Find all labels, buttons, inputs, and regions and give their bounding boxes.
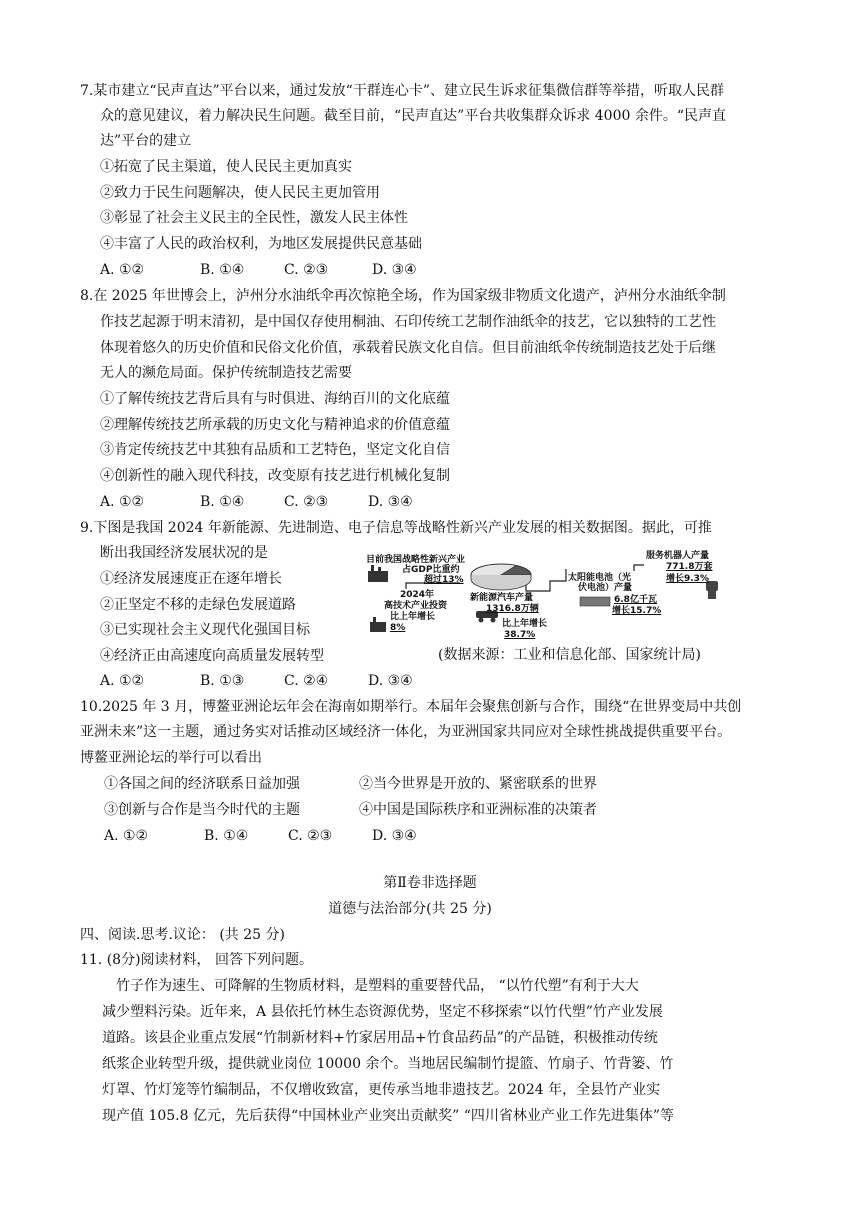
q11-material-line: 减少塑料污染。近年来，A 县依托竹林生态资源优势，坚定不移探索“以竹代塑”竹产业发展 <box>102 1004 663 1020</box>
q7-item: ②致力于民生问题解决，使人民民主更加管用 <box>100 185 380 201</box>
section-heading: 四、阅读.思考.议论： (共 25 分) <box>80 927 285 943</box>
q7-options <box>100 260 417 280</box>
option-a: A. ①② <box>100 262 145 278</box>
q11-material-line: 灯罩、竹灯笼等竹编制品，不仅增收致富，更传承当地非遗技艺。2024 年，全县竹产业实 <box>102 1082 661 1098</box>
q7-item: ③彰显了社会主义民主的全民性，激发人民主体性 <box>100 210 408 226</box>
option-c: C. ②③ <box>284 262 329 278</box>
q8-item: ②理解传统技艺所承载的历史文化与精神追求的价值意蕴 <box>100 417 450 433</box>
fig-label: 2024年 <box>400 590 435 600</box>
q10-options <box>104 826 417 846</box>
industry-data-figure <box>366 547 726 642</box>
q9-stem-line: 断出我国经济发展状况的是 <box>100 545 268 561</box>
q8-stem-line: 作技艺起源于明末清初，是中国仅存使用桐油、石印传统工艺制作油纸伞的技艺，它以独特的工艺性 <box>100 314 716 330</box>
q8-item: ①了解传统技艺背后具有与时俱进、海纳百川的文化底蕴 <box>100 391 450 407</box>
q11-material-line: 竹子作为速生、可降解的生物质材料，是塑料的重要替代品， “以竹代塑”有利于大大 <box>116 978 639 994</box>
part2-title: 第Ⅱ卷非选择题 <box>383 875 477 891</box>
fig-value: 6.8亿千瓦 <box>614 595 657 605</box>
q9-item: ②正坚定不移的走绿色发展道路 <box>100 597 296 613</box>
fig-label: 太阳能电池（光 <box>568 573 632 583</box>
fig-label: 高技术产业投资 <box>384 601 448 611</box>
q10-item: ③创新与合作是当今时代的主题 <box>104 802 300 818</box>
fig-value: 1316.8万辆 <box>486 604 539 614</box>
fig-label: 比上年增长 <box>390 612 436 622</box>
fig-label: 目前我国战略性新兴产业 <box>366 555 466 565</box>
q7-item: ①拓宽了民主渠道，使人民民主更加真实 <box>100 159 352 175</box>
q7-item: ④丰富了人民的政治权利，为地区发展提供民意基础 <box>100 236 422 252</box>
fig-value: 38.7% <box>504 630 536 640</box>
option-d: D. ③④ <box>368 494 413 510</box>
fig-value: 增长15.7% <box>612 606 662 616</box>
q11-material-line: 纸浆企业转型升级，提供就业岗位 10000 余个。当地居民编制竹提篮、竹扇子、竹背篓、竹 <box>102 1056 674 1072</box>
pie-chart-icon <box>471 564 531 590</box>
q11-heading: 11. (8分)阅读材料， 回答下列问题。 <box>80 952 313 968</box>
fig-value: 增长9.3% <box>666 574 709 584</box>
q9-item: ④经济正由高速度向高质量发展转型 <box>100 648 324 664</box>
q8-item: ④创新性的融入现代科技，改变原有技艺进行机械化复制 <box>100 468 450 484</box>
option-b: B. ①④ <box>200 262 245 278</box>
option-a: A. ①② <box>104 828 149 844</box>
q8-item: ③肯定传统技艺中其独有品质和工艺特色，坚定文化自信 <box>100 442 450 458</box>
option-b: B. ①④ <box>200 494 245 510</box>
q7-stem-line: 7.某市建立“民声直达”平台以来，通过发放“干群连心卡”、建立民生诉求征集微信群等举措，听取人民群 <box>80 83 724 99</box>
q9-options <box>100 671 413 691</box>
q9-item: ③已实现社会主义现代化强国目标 <box>100 622 310 638</box>
q7-stem-line: 众的意见建议，着力解决民生问题。截至目前，“民声直达”平台共收集群众诉求 4000 余件。“民声直 <box>100 108 726 124</box>
q11-material-line: 现产值 105.8 亿元，先后获得“中国林业产业突出贡献奖” “四川省林业产业工作先进集体”等 <box>102 1108 675 1124</box>
figure-source: (数据来源：工业和信息化部、国家统计局) <box>438 647 701 663</box>
fig-label: 新能源汽车产量 <box>470 593 534 603</box>
fig-label: 服务机器人产量 <box>646 551 710 561</box>
option-a: A. ①② <box>100 673 145 689</box>
q8-options <box>100 492 413 512</box>
option-b: B. ①③ <box>200 673 245 689</box>
q9-stem-line: 9.下图是我国 2024 年新能源、先进制造、电子信息等战略性新兴产业发展的相关数据图。据此，可推 <box>80 520 712 536</box>
q10-item-row <box>104 800 597 820</box>
solar-panel-icon <box>580 597 610 606</box>
option-c: C. ②③ <box>284 494 329 510</box>
q10-item-row <box>104 774 597 794</box>
q10-stem-line: 10.2025 年 3 月，博鳌亚洲论坛年会在海南如期举行。本届年会聚焦创新与合作，围绕“在世界变局中共创 <box>80 699 742 715</box>
option-c: C. ②③ <box>288 828 333 844</box>
q8-stem-line: 无人的濒危局面。保护传统制造技艺需要 <box>100 365 352 381</box>
option-a: A. ①② <box>100 494 145 510</box>
q8-stem-line: 体现着悠久的历史价值和民俗文化价值，承载着民族文化自信。但目前油纸伞传统制造技艺处于后继 <box>100 340 716 356</box>
fig-label: 比上年增长 <box>502 619 548 629</box>
option-d: D. ③④ <box>368 673 413 689</box>
option-d: D. ③④ <box>372 262 417 278</box>
fig-value: 8% <box>390 623 406 633</box>
option-b: B. ①④ <box>204 828 249 844</box>
q10-stem-line: 博鳌亚洲论坛的举行可以看出 <box>80 750 262 766</box>
fig-value: 771.8万套 <box>666 562 713 572</box>
option-d: D. ③④ <box>372 828 417 844</box>
q10-stem-line: 亚洲未来”这一主题，通过务实对话推动区域经济一体化，为亚洲国家共同应对全球性挑战提供重要平台。 <box>80 724 732 740</box>
q10-item: ①各国之间的经济联系日益加强 <box>104 776 300 792</box>
factory-icon <box>368 565 388 582</box>
q9-item: ①经济发展速度正在逐年增长 <box>100 571 282 587</box>
fig-label: 占GDP比重约 <box>402 565 460 575</box>
q8-stem-line: 8.在 2025 年世博会上，泸州分水油纸伞再次惊艳全场，作为国家级非物质文化遗产，泸州分水油纸伞制 <box>80 288 726 304</box>
fig-label: 伏电池）产量 <box>578 583 633 593</box>
factory-icon <box>370 617 386 632</box>
part2-subtitle: 道德与法治部分(共 25 分) <box>328 901 492 917</box>
q7-stem-line: 达”平台的建立 <box>100 133 192 149</box>
fig-value: 超过13% <box>424 575 464 585</box>
option-c: C. ②④ <box>284 673 329 689</box>
q10-item: ④中国是国际秩序和亚洲标准的决策者 <box>359 802 597 818</box>
q10-item: ②当今世界是开放的、紧密联系的世界 <box>359 776 597 792</box>
q11-material-line: 道路。该县企业重点发展“竹制新材料+竹家居用品+竹食品药品”的产品链，积极推动传统 <box>102 1030 658 1046</box>
